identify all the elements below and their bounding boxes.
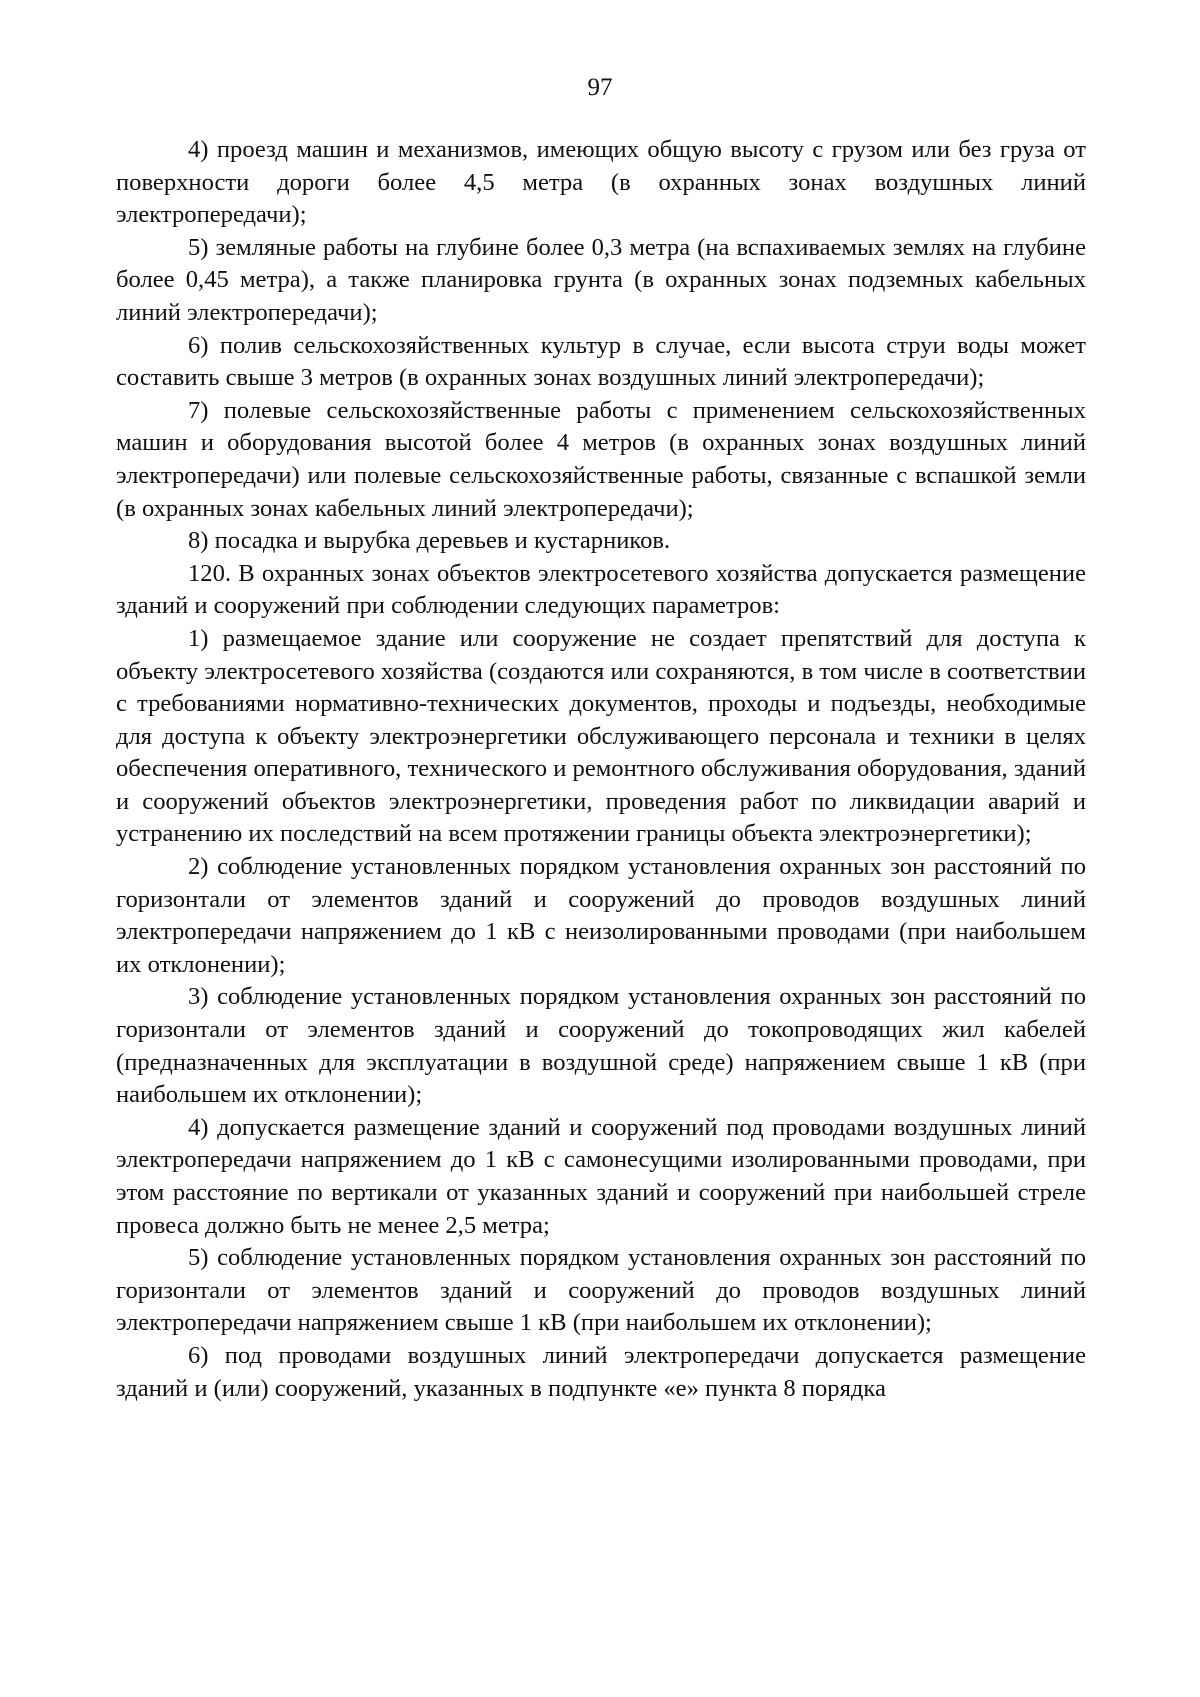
paragraph-item-7-field-works: 7) полевые сельскохозяйственные работы с применением сельскохозяйственных машин и оборудования высотой более 4 метров (в охранных зонах воздушных линий электропередачи) или полевые сельскохозяйственные работы, связанные с вспашкой земли (в охранных зонах кабельных линий электропередачи); — [116, 396, 1086, 522]
document-body — [116, 134, 1086, 1405]
paragraph-clause-120-item-2: 2) соблюдение установленных порядком установления охранных зон расстояний по горизонтали от элементов зданий и сооружений до проводов воздушных линий электропередачи напряжением до 1 кВ с неизолированными проводами (при наибольшем их отклонении); — [116, 853, 1086, 978]
paragraph-clause-120-item-4: 4) допускается размещение зданий и сооружений под проводами воздушных линий электропередачи напряжением до 1 кВ с самонесущими изолированными проводами, при этом расстояние по вертикали от указанных зданий и сооружений при наибольшей стреле провеса должно быть не менее 2,5 метра; — [116, 1113, 1086, 1239]
paragraph-item-5-earthworks: 5) земляные работы на глубине более 0,3 метра (на вспахиваемых землях на глубине более 0,45 метра), а также планировка грунта (в охранных зонах подземных кабельных линий электропередачи); — [116, 233, 1086, 326]
paragraph-clause-120-item-5: 5) соблюдение установленных порядком установления охранных зон расстояний по горизонтали от элементов зданий и сооружений до проводов воздушных линий электропередачи напряжением свыше 1 кВ (при наибольшем их отклонении); — [116, 1244, 1086, 1337]
paragraph-item-8-planting: 8) посадка и вырубка деревьев и кустарников. — [188, 527, 671, 555]
paragraph-clause-120: 120. В охранных зонах объектов электросетевого хозяйства допускается размещение зданий и сооружений при соблюдении следующих параметров: — [116, 559, 1086, 620]
paragraph-clause-120-item-1: 1) размещаемое здание или сооружение не создает препятствий для доступа к объекту электросетевого хозяйства (создаются или сохраняются, в том числе в соответствии с требованиями нормативно-технических документов, проходы и подъезды, необходимые для доступа к объекту электроэнергетики обслуживающего персонала и техники в целях обеспечения оперативного, технического и ремонтного обслуживания оборудования, зданий и сооружений объектов электроэнергетики, проведения работ по ликвидации аварий и устранению их последствий на всем протяжении границы объекта электроэнергетики); — [116, 624, 1086, 848]
page-number: 97 — [587, 74, 613, 101]
paragraph-clause-120-item-3: 3) соблюдение установленных порядком установления охранных зон расстояний по горизонтали от элементов зданий и сооружений до токопроводящих жил кабелей (предназначенных для эксплуатации в воздушной среде) напряжением свыше 1 кВ (при наибольшем их отклонении); — [116, 983, 1086, 1109]
paragraph-item-6-irrigation: 6) полив сельскохозяйственных культур в случае, если высота струи воды может составить свыше 3 метров (в охранных зонах воздушных линий электропередачи); — [116, 331, 1086, 392]
paragraph-item-4-vehicle-passage: 4) проезд машин и механизмов, имеющих общую высоту с грузом или без груза от поверхности дороги более 4,5 метра (в охранных зонах воздушных линий электропередачи); — [116, 136, 1086, 229]
paragraph-clause-120-item-6: 6) под проводами воздушных линий электропередачи допускается размещение зданий и (или) сооружений, указанных в подпункте «е» пункта 8 порядка — [116, 1341, 1086, 1402]
